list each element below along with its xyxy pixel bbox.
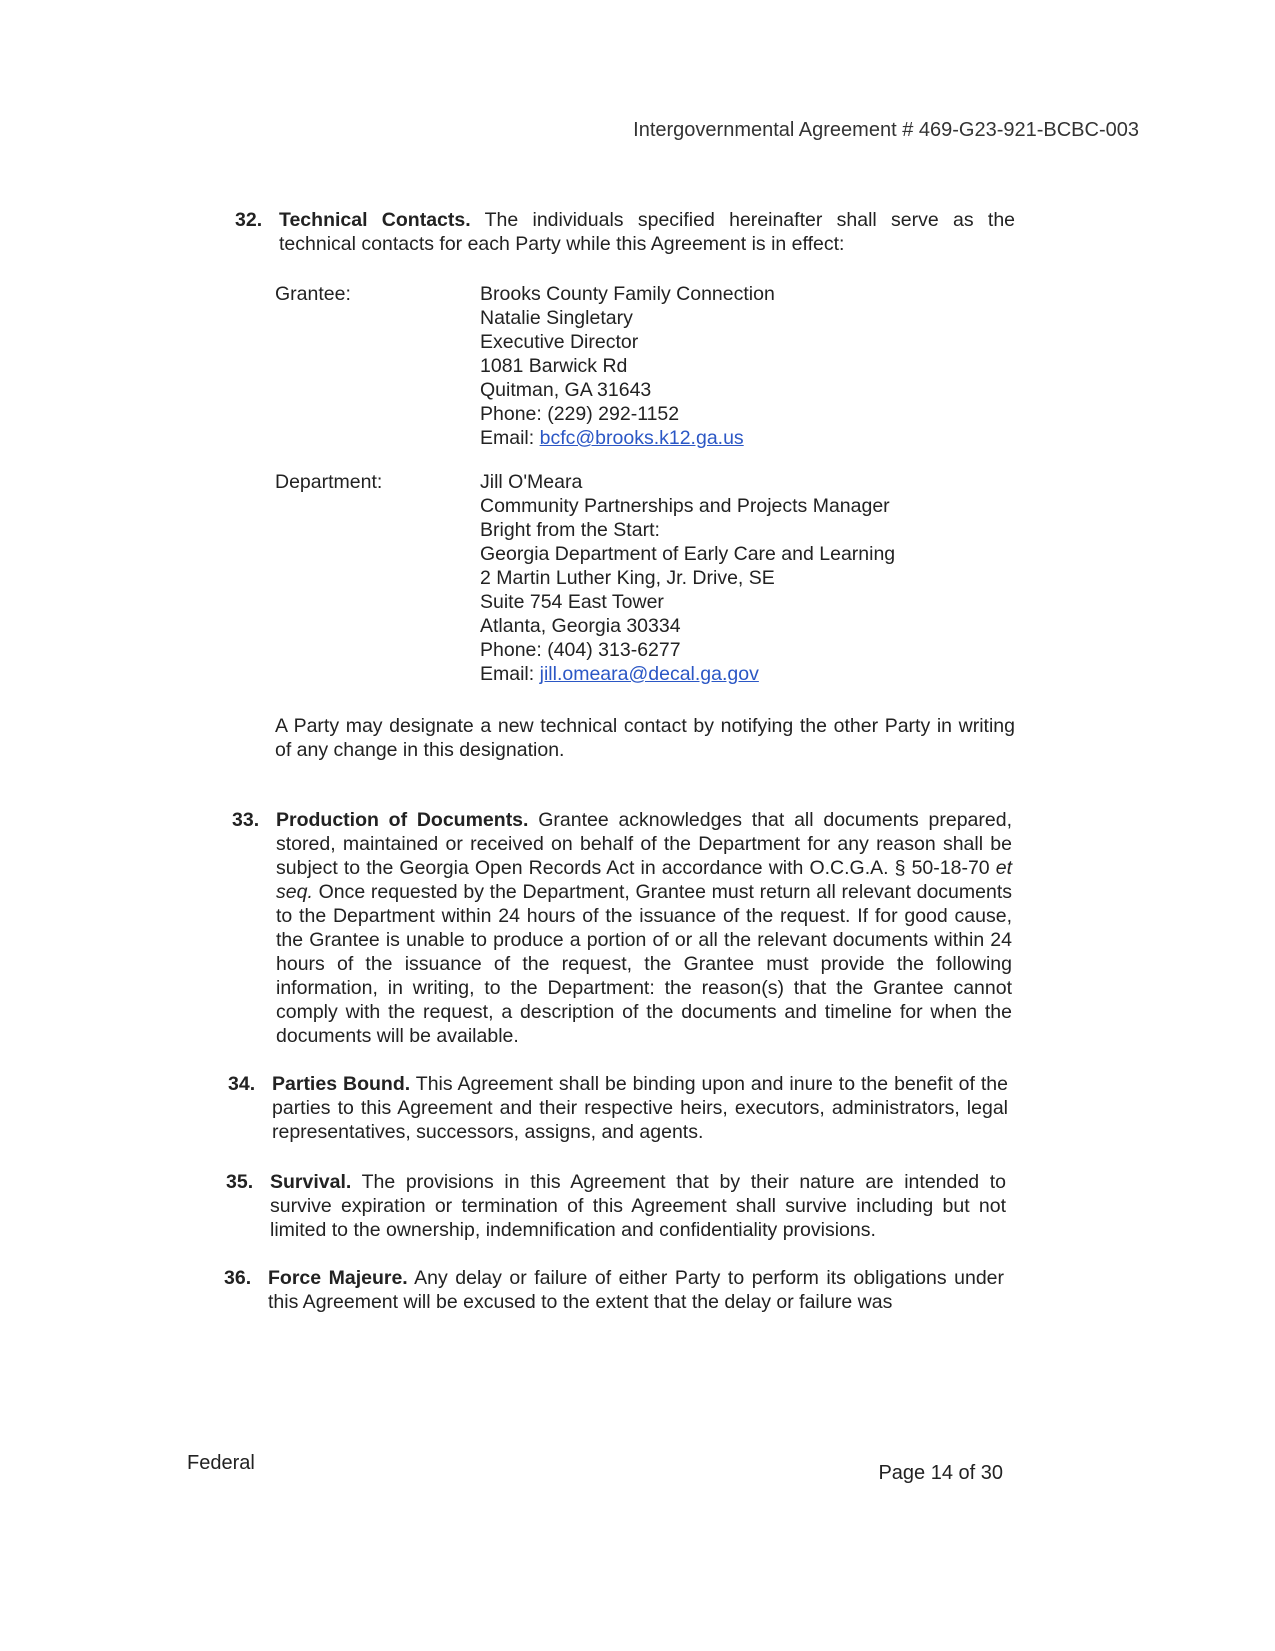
email-label: Email: bbox=[480, 427, 540, 449]
section-body bbox=[276, 808, 1012, 1048]
footer-label: Federal bbox=[187, 1452, 255, 1474]
department-details bbox=[480, 470, 895, 686]
department-email-link[interactable]: jill.omeara@decal.ga.gov bbox=[539, 663, 759, 685]
section-text: The provisions in this Agreement that by their nature are intended to survive expiration or termination of this Agreement shall survive including but not limited to the ownership, indemnification and confidentiality provisions. bbox=[270, 1171, 1006, 1241]
section-text: Once requested by the Department, Grantee must return all relevant documents to the Department within 24 hours of the issuance of the request. If for good cause, the Grantee is unable to produce a portion of or all the relevant documents within 24 hours of the issuance of the request, the Grantee must provide the following information, in writing, to the Department: the reason(s) that the Grantee cannot comply with the request, a description of the documents and timeline for when the documents will be available. bbox=[276, 881, 1012, 1047]
section-number: 36. bbox=[224, 1267, 252, 1289]
contact-line: 2 Martin Luther King, Jr. Drive, SE bbox=[480, 567, 775, 589]
contact-line: Suite 754 East Tower bbox=[480, 591, 664, 613]
section-35 bbox=[226, 1170, 1006, 1242]
grantee-label: Grantee: bbox=[275, 283, 351, 305]
section-body bbox=[272, 1072, 1008, 1144]
section-text-italic: et seq. bbox=[276, 857, 1012, 903]
contact-line: 1081 Barwick Rd bbox=[480, 355, 628, 377]
grantee-details bbox=[480, 282, 775, 450]
section-text: Grantee acknowledges that all documents prepared, stored, maintained or received on behalf of the Department for any reason shall be subject to the Georgia Open Records Act in accordance with O.C.G.A. § 50-18-70 bbox=[276, 809, 1012, 879]
contact-line: Brooks County Family Connection bbox=[480, 283, 775, 305]
contact-email-line bbox=[480, 662, 895, 686]
grantee-email-link[interactable]: bcfc@brooks.k12.ga.us bbox=[539, 427, 744, 449]
contact-line: Atlanta, Georgia 30334 bbox=[480, 615, 681, 637]
contact-line: Natalie Singletary bbox=[480, 307, 633, 329]
section-33 bbox=[232, 808, 1012, 1048]
section-title: Parties Bound. bbox=[272, 1073, 411, 1095]
contact-line: Jill O'Meara bbox=[480, 471, 583, 493]
section-34 bbox=[228, 1072, 1008, 1144]
section-text: Any delay or failure of either Party to perform its obligations under this Agreement will be excused to the extent that the delay or failure was bbox=[268, 1267, 1005, 1313]
contact-line: Executive Director bbox=[480, 331, 639, 353]
section-body bbox=[268, 1266, 1004, 1314]
section-title: Survival. bbox=[270, 1171, 352, 1193]
contact-line: Community Partnerships and Projects Manager bbox=[480, 495, 890, 517]
section-number: 34. bbox=[228, 1073, 256, 1095]
section-body bbox=[270, 1170, 1006, 1242]
section-text: This Agreement shall be binding upon and inure to the benefit of the parties to this Agreement and their respective heirs, executors, administrators, legal representatives, successors, assigns, and agents. bbox=[272, 1073, 1008, 1143]
section-36 bbox=[224, 1266, 1004, 1314]
section-text: The individuals specified hereinafter shall serve as the technical contacts for each Party while this Agreement is in effect: bbox=[279, 209, 1016, 255]
section-number: 32. bbox=[235, 209, 263, 231]
email-label: Email: bbox=[480, 663, 540, 685]
contact-line: Phone: (229) 292-1152 bbox=[480, 403, 680, 425]
grantee-contact bbox=[275, 282, 995, 450]
department-label: Department: bbox=[275, 471, 383, 493]
contact-line: Phone: (404) 313-6277 bbox=[480, 639, 681, 661]
section-title: Force Majeure. bbox=[268, 1267, 408, 1289]
section-number: 33. bbox=[232, 809, 260, 831]
section-title: Production of Documents. bbox=[276, 809, 529, 831]
contact-line: Bright from the Start: bbox=[480, 519, 660, 541]
contact-line: Georgia Department of Early Care and Learning bbox=[480, 543, 896, 565]
department-contact bbox=[275, 470, 995, 686]
section-body bbox=[279, 208, 1015, 256]
agreement-number-header: Intergovernmental Agreement # 469-G23-921-BCBC-003 bbox=[633, 119, 1139, 141]
section-32 bbox=[235, 208, 1015, 256]
section-number: 35. bbox=[226, 1171, 254, 1193]
contact-email-line bbox=[480, 426, 775, 450]
page-number: Page 14 of 30 bbox=[878, 1462, 1003, 1484]
section-title: Technical Contacts. bbox=[279, 209, 471, 231]
contact-line: Quitman, GA 31643 bbox=[480, 379, 652, 401]
technical-contact-note: A Party may designate a new technical contact by notifying the other Party in writing of any change in this designation. bbox=[275, 715, 1015, 761]
